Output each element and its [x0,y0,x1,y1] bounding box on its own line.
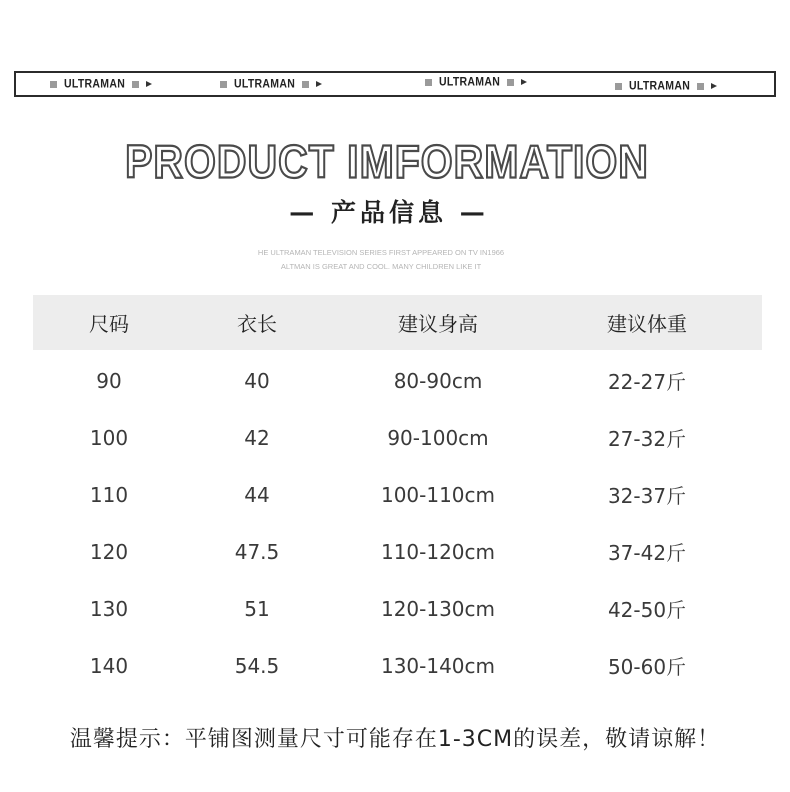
cell-weight: 42-50斤 [607,598,687,622]
cell-weight: 22-27斤 [607,370,687,394]
play-arrow-icon [711,83,717,89]
brand-text: ULTRAMAN [439,75,501,89]
square-icon [697,83,704,90]
tagline-line: ALTMAN IS GREAT AND COOL. MANY CHILDREN LIKE IT [280,262,482,271]
measurement-note: 温馨提示：平铺图测量尺寸可能存在1-3CM的误差，敬请谅解！ [69,727,721,752]
table-row [33,580,762,637]
brand-text: ULTRAMAN [629,79,691,93]
top-banner [14,71,776,97]
cell-length: 47.5 [234,539,280,564]
tagline [0,246,776,274]
section-subtitle: — 产品信息 — [289,198,489,227]
cell-weight: 37-42斤 [607,541,687,565]
square-icon [425,79,432,86]
cell-height: 90-100cm [387,425,489,450]
cell-weight: 27-32斤 [607,427,687,451]
cell-height: 130-140cm [380,653,496,678]
cell-height: 110-120cm [380,539,496,564]
cell-size: 120 [89,539,129,564]
cell-height: 100-110cm [380,482,496,507]
square-icon [132,81,139,88]
table-row [33,352,762,409]
banner-logo [50,78,152,90]
cell-length: 40 [244,368,270,393]
tagline-line: HE ULTRAMAN TELEVISION SERIES FIRST APPEARED ON TV IN1966 [257,248,505,257]
cell-height: 80-90cm [393,368,483,393]
banner-logo [615,80,717,92]
square-icon [220,81,227,88]
banner-logo [425,76,527,88]
header-weight: 建议体重 [607,312,687,336]
cell-weight: 32-37斤 [607,484,687,508]
square-icon [302,81,309,88]
table-row [33,409,762,466]
header-size: 尺码 [89,312,129,336]
cell-height: 120-130cm [380,596,496,621]
table-header-row [33,295,762,350]
brand-text: ULTRAMAN [234,77,296,91]
play-arrow-icon [146,81,152,87]
play-arrow-icon [316,81,322,87]
cell-size: 140 [89,653,129,678]
banner-logo [220,78,322,90]
page-title: PRODUCT IMFORMATION [125,136,649,188]
cell-size: 110 [89,482,129,507]
cell-size: 90 [96,368,122,393]
table-row [33,466,762,523]
cell-weight: 50-60斤 [607,655,687,679]
square-icon [50,81,57,88]
size-table [33,295,762,694]
cell-length: 44 [244,482,270,507]
cell-length: 54.5 [234,653,280,678]
table-row [33,637,762,694]
header-length: 衣长 [237,312,277,336]
cell-size: 100 [89,425,129,450]
cell-size: 130 [89,596,129,621]
brand-text: ULTRAMAN [64,77,126,91]
cell-length: 42 [244,425,270,450]
square-icon [615,83,622,90]
header-height: 建议身高 [398,312,478,336]
square-icon [507,79,514,86]
cell-length: 51 [244,596,270,621]
play-arrow-icon [521,79,527,85]
table-row [33,523,762,580]
